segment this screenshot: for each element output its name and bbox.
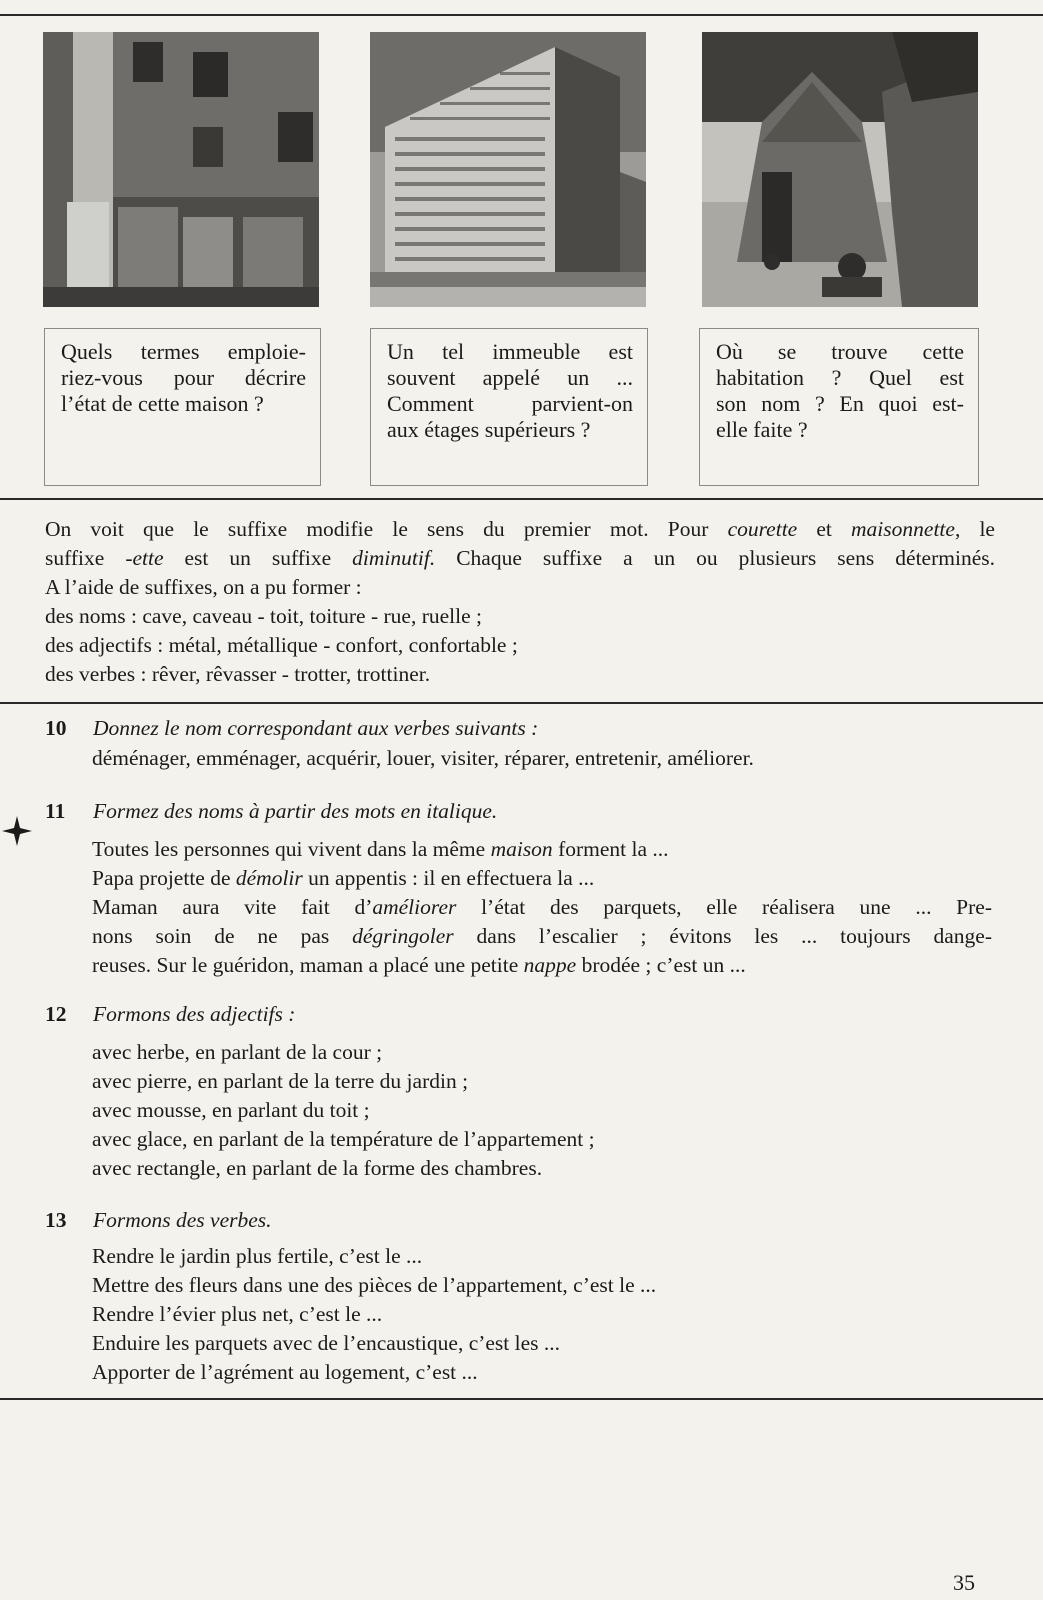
exercise-line: Rendre l’évier plus net, c’est le ... (92, 1302, 383, 1326)
question-3-line: Où se trouve cette (716, 339, 964, 364)
text-run: suffixe (45, 546, 126, 570)
text-run: Papa projette de (92, 866, 236, 890)
text-run: Maman aura vite fait d’ (92, 895, 373, 919)
explanation-line: des adjectifs : métal, métallique - confort, confortable ; (45, 633, 518, 657)
hut-photo (702, 32, 978, 307)
exercise-line (92, 893, 992, 922)
exercise-instruction: Donnez le nom correspondant aux verbes suivants : (93, 716, 539, 740)
question-1-line: riez-vous pour décrire (61, 365, 306, 390)
text-run: et (797, 517, 852, 541)
exercise-10 (45, 714, 995, 774)
exercise-body (92, 744, 992, 773)
text-run: dans l’escalier ; évitons les ... toujours dange- (453, 924, 993, 948)
exercise-number: 10 (45, 716, 67, 740)
exercise-line: avec pierre, en parlant de la terre du jardin ; (92, 1069, 469, 1093)
italic-word: -ette (125, 546, 164, 570)
section-rule (0, 498, 1043, 500)
exercise-line (92, 922, 992, 951)
text-run: On voit que le suffixe modifie le sens du premier mot. Pour (45, 517, 728, 541)
page-number: 35 (953, 1570, 975, 1595)
question-3-line: habitation ? Quel est (716, 365, 964, 390)
exercise-line: avec mousse, en parlant du toit ; (92, 1098, 370, 1122)
text-run: un appentis : il en effectuera la ... (302, 866, 595, 890)
text-run: brodée ; c’est un ... (576, 953, 746, 977)
exercise-line: avec herbe, en parlant de la cour ; (92, 1040, 383, 1064)
italic-word: courette (727, 517, 798, 541)
text-run: , le (954, 517, 995, 541)
italic-word: maison (490, 837, 553, 861)
old-house-photo (43, 32, 319, 307)
question-2-line: Un tel immeuble est (387, 339, 633, 364)
question-box-1 (44, 328, 321, 486)
exercise-body (92, 1242, 992, 1387)
italic-word: améliorer (372, 895, 457, 919)
exercise-13 (45, 1206, 995, 1391)
italic-word: maisonnette (851, 517, 955, 541)
question-1-line: l’état de cette maison ? (61, 391, 264, 416)
question-box-3 (699, 328, 979, 486)
text-run: nons soin de ne pas (92, 924, 353, 948)
exercise-line (92, 835, 992, 864)
explanation-line (45, 515, 995, 544)
bottom-rule (0, 1398, 1043, 1400)
exercise-body (92, 1038, 992, 1183)
explanation-line: des noms : cave, caveau - toit, toiture - rue, ruelle ; (45, 604, 483, 628)
top-rule (0, 14, 1043, 16)
exercise-number: 12 (45, 1002, 67, 1026)
explanation-line: des verbes : rêver, rêvasser - trotter, trottiner. (45, 662, 431, 686)
text-run: Chaque suffixe a un ou plusieurs sens déterminés. (435, 546, 995, 570)
question-3-line: son nom ? En quoi est- (716, 391, 964, 416)
question-2-line: aux étages supérieurs ? (387, 417, 591, 442)
question-3-line: elle faite ? (716, 417, 808, 442)
exercise-instruction: Formez des noms à partir des mots en italique. (93, 799, 498, 823)
exercise-line: Mettre des fleurs dans une des pièces de l’appartement, c’est le ... (92, 1273, 657, 1297)
question-2-line: souvent appelé un ... (387, 365, 633, 390)
exercise-line: Apporter de l’agrément au logement, c’est ... (92, 1360, 478, 1384)
text-run: Toutes les personnes qui vivent dans la même (92, 837, 491, 861)
section-rule (0, 702, 1043, 704)
question-1-line: Quels termes emploie- (61, 339, 306, 364)
question-2-line: Comment parvient-on (387, 391, 633, 416)
apartment-building-photo (370, 32, 646, 307)
text-run: est un suffixe (163, 546, 353, 570)
explanation-line (45, 544, 995, 573)
exercise-line: Enduire les parquets avec de l’encaustique, c’est les ... (92, 1331, 561, 1355)
italic-word: nappe (523, 953, 577, 977)
italic-word: diminutif. (352, 546, 436, 570)
text-run: forment la ... (552, 837, 669, 861)
question-box-2 (370, 328, 648, 486)
star-marker-icon (2, 816, 32, 846)
exercise-line: déménager, emménager, acquérir, louer, visiter, réparer, entretenir, améliorer. (92, 746, 754, 770)
italic-word: dégringoler (352, 924, 454, 948)
exercise-line: avec glace, en parlant de la température de l’appartement ; (92, 1127, 595, 1151)
explanation-line: A l’aide de suffixes, on a pu former : (45, 575, 362, 599)
exercise-number: 11 (45, 799, 66, 823)
suffix-explanation (45, 515, 995, 689)
italic-word: démolir (235, 866, 303, 890)
exercise-11 (45, 797, 995, 977)
exercise-instruction: Formons des verbes. (93, 1208, 272, 1232)
exercise-line: avec rectangle, en parlant de la forme des chambres. (92, 1156, 543, 1180)
exercise-line (92, 864, 992, 893)
text-run: l’état des parquets, elle réalisera une ... Pre- (456, 895, 992, 919)
exercise-instruction: Formons des adjectifs : (93, 1002, 296, 1026)
exercise-line: Rendre le jardin plus fertile, c’est le ... (92, 1244, 423, 1268)
exercise-12 (45, 1000, 995, 1185)
exercise-body (92, 835, 992, 980)
exercise-line (92, 951, 992, 980)
exercise-number: 13 (45, 1208, 67, 1232)
text-run: reuses. Sur le guéridon, maman a placé une petite (92, 953, 524, 977)
